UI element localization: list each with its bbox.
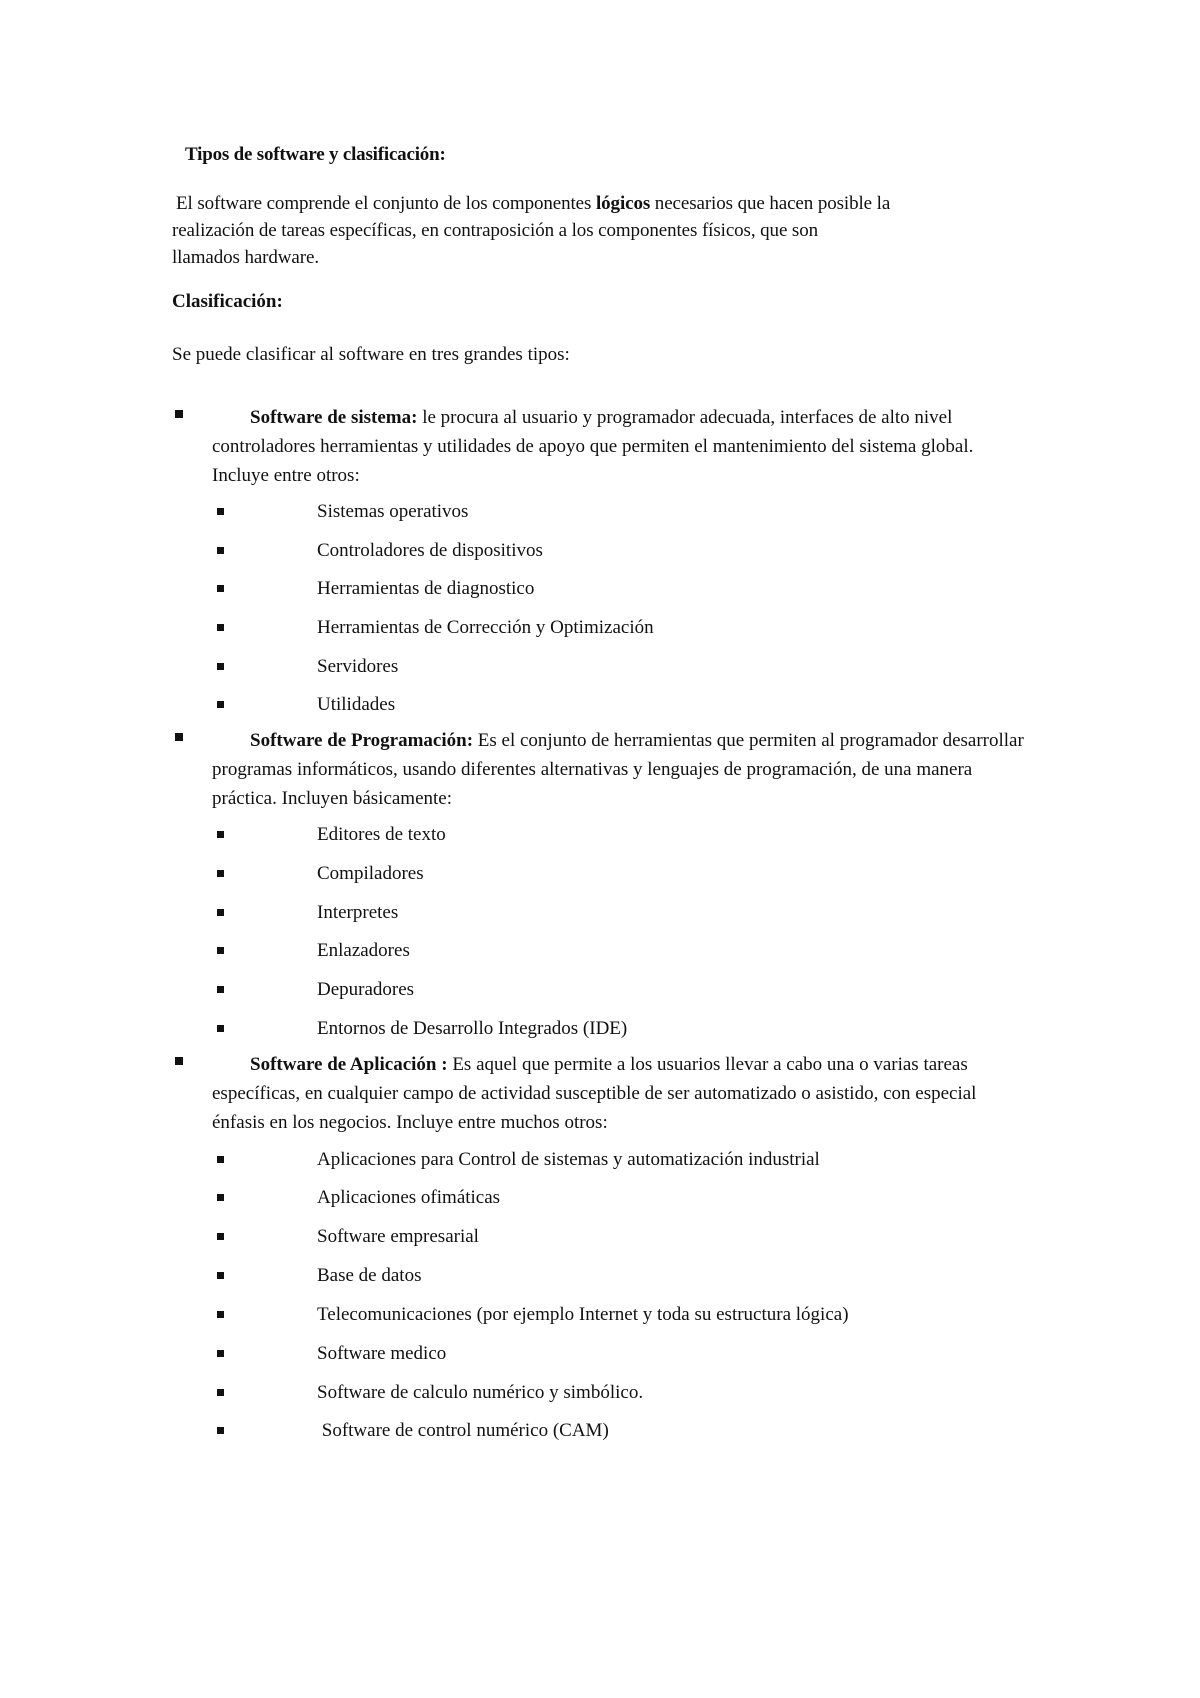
- list-item: [215, 578, 915, 602]
- list-item-text: Depuradores: [317, 979, 415, 1000]
- list-item: [215, 617, 915, 641]
- square-bullet-icon: [217, 1272, 224, 1279]
- square-bullet-icon: [175, 410, 183, 418]
- list-item: [215, 1149, 915, 1173]
- list-item: [215, 940, 915, 964]
- list-item-text: Editores de texto: [317, 824, 446, 845]
- list-item-text: Herramientas de Corrección y Optimización: [317, 617, 654, 638]
- square-bullet-icon: [217, 870, 224, 877]
- list-item: [215, 1018, 915, 1042]
- list-item: [215, 1187, 915, 1211]
- square-bullet-icon: [217, 947, 224, 954]
- classification-heading: Clasificación:: [172, 291, 283, 312]
- list-item: [215, 1382, 915, 1406]
- intro-text: necesarios que hacen posible la: [650, 193, 891, 214]
- intro-line-3: llamados hardware.: [172, 247, 319, 268]
- type-description: [212, 726, 1027, 813]
- type-description: [212, 403, 1027, 490]
- list-item-text: Telecomunicaciones (por ejemplo Internet y toda su estructura lógica): [317, 1304, 849, 1325]
- intro-bold-word: lógicos: [595, 193, 651, 214]
- list-item: [215, 1265, 915, 1289]
- list-item-text: Software medico: [317, 1343, 447, 1364]
- square-bullet-icon: [217, 909, 224, 916]
- type-name: Software de sistema:: [250, 407, 418, 428]
- list-item-text: Entornos de Desarrollo Integrados (IDE): [317, 1018, 628, 1039]
- list-item-text: Sistemas operativos: [317, 501, 469, 522]
- square-bullet-icon: [217, 986, 224, 993]
- list-item: [215, 1304, 915, 1328]
- square-bullet-icon: [217, 1233, 224, 1240]
- list-item-text: Interpretes: [317, 902, 399, 923]
- square-bullet-icon: [217, 1427, 224, 1434]
- list-item: [215, 979, 915, 1003]
- intro-line-2: realización de tareas específicas, en contraposición a los componentes físicos, que son: [172, 220, 819, 241]
- square-bullet-icon: [217, 701, 224, 708]
- list-item: [215, 1343, 915, 1367]
- square-bullet-icon: [217, 547, 224, 554]
- intro-paragraph: [172, 190, 972, 271]
- square-bullet-icon: [217, 1389, 224, 1396]
- square-bullet-icon: [217, 1311, 224, 1318]
- list-item: [215, 824, 915, 848]
- square-bullet-icon: [217, 508, 224, 515]
- square-bullet-icon: [217, 624, 224, 631]
- square-bullet-icon: [217, 663, 224, 670]
- list-item: [215, 694, 915, 718]
- type-name: Software de Aplicación :: [250, 1054, 448, 1075]
- square-bullet-icon: [217, 1194, 224, 1201]
- type-text: Es aquel que permite a los usuarios llevar a cabo una o varias tareas específicas, en cualquier campo de actividad susceptible de ser automatizado o asistido, con especial énfasis en los negocios. Incluye entre muchos otros:: [212, 1054, 977, 1133]
- type-description: [212, 1050, 1027, 1137]
- type-name: Software de Programación:: [250, 730, 474, 751]
- list-item-text: Software de control numérico (CAM): [317, 1420, 609, 1441]
- square-bullet-icon: [217, 1025, 224, 1032]
- square-bullet-icon: [217, 1350, 224, 1357]
- list-item-text: Base de datos: [317, 1265, 422, 1286]
- intro-line-1: [172, 190, 972, 217]
- type-text: le procura al usuario y programador adecuada, interfaces de alto nivel controladores herramientas y utilidades de apoyo que permiten el mantenimiento del sistema global. Incluye entre otros:: [212, 407, 974, 486]
- list-item: [215, 863, 915, 887]
- square-bullet-icon: [175, 1057, 183, 1065]
- list-item-text: Enlazadores: [317, 940, 410, 961]
- type-text: Es el conjunto de herramientas que permiten al programador desarrollar programas informáticos, usando diferentes alternativas y lenguajes de programación, de una manera práctica. Incluyen básicamente:: [212, 730, 1024, 809]
- list-item-text: Controladores de dispositivos: [317, 540, 543, 561]
- document-title: Tipos de software y clasificación:: [185, 144, 446, 165]
- list-item-text: Aplicaciones ofimáticas: [317, 1187, 501, 1208]
- list-item-text: Herramientas de diagnostico: [317, 578, 535, 599]
- list-item-text: Utilidades: [317, 694, 396, 715]
- intro-text: El software comprende el conjunto de los componentes: [176, 193, 596, 214]
- square-bullet-icon: [217, 1156, 224, 1163]
- list-item: [215, 902, 915, 926]
- list-item: [215, 501, 915, 525]
- square-bullet-icon: [217, 831, 224, 838]
- list-item-text: Aplicaciones para Control de sistemas y automatización industrial: [317, 1149, 820, 1170]
- list-item-text: Software empresarial: [317, 1226, 479, 1247]
- list-item: [215, 1226, 915, 1250]
- list-item: [215, 540, 915, 564]
- classification-lead: Se puede clasificar al software en tres grandes tipos:: [172, 344, 570, 365]
- list-item: [215, 1420, 915, 1444]
- list-item-text: Software de calculo numérico y simbólico.: [317, 1382, 644, 1403]
- list-item: [215, 656, 915, 680]
- square-bullet-icon: [217, 585, 224, 592]
- list-item-text: Compiladores: [317, 863, 424, 884]
- square-bullet-icon: [175, 733, 183, 741]
- list-item-text: Servidores: [317, 656, 399, 677]
